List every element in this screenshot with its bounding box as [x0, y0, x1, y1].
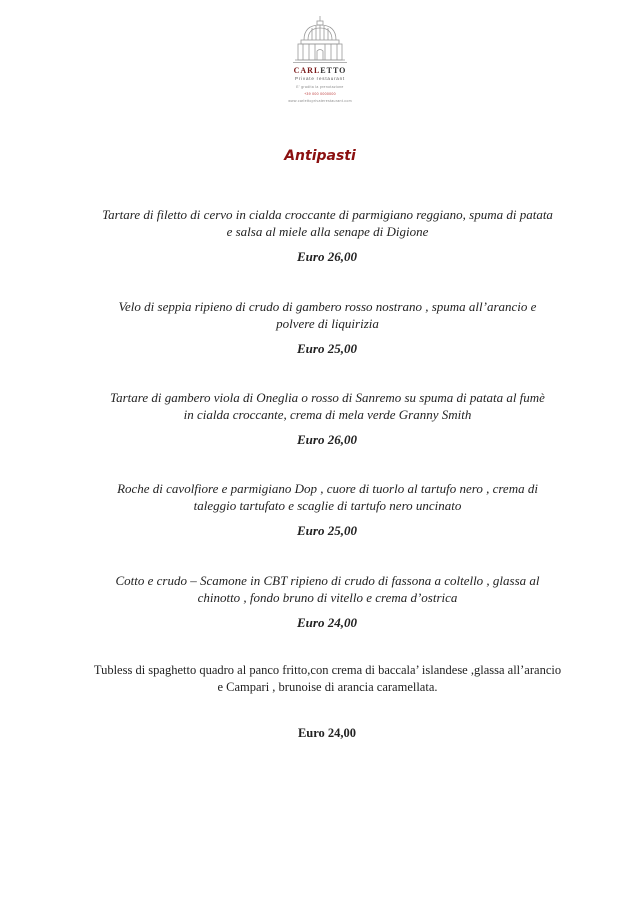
- dish-line: chinotto , fondo bruno di vitello e crema d’ostrica: [197, 589, 458, 605]
- restaurant-logo: [0, 14, 640, 103]
- phone-number: +39 000 0000000: [304, 92, 336, 96]
- section-title: Antipasti: [284, 148, 356, 164]
- dish-line: Roche di cavolfiore e parmigiano Dop , cuore di tuorlo al tartufo nero , crema di: [117, 481, 538, 496]
- website: www.carlettoprivaterestaurant.com: [288, 99, 352, 103]
- brand-name-part2: ETTO: [320, 66, 347, 75]
- dish-line: taleggio tartufato e scaglie di tartufo nero uncinato: [193, 497, 462, 513]
- dish-price: Euro 25,00: [297, 523, 357, 538]
- dish-line: e salsa al miele alla senape di Digione: [226, 223, 429, 239]
- brand-name-part1: CARL: [293, 66, 321, 75]
- dish-description: [80, 299, 575, 332]
- dish-price: Euro 24,00: [297, 726, 357, 740]
- dish-line: Velo di seppia ripieno di crudo di gambero rosso nostrano , spuma all’arancio e: [118, 299, 537, 314]
- domed-building-icon: [290, 14, 350, 64]
- dish-price: Euro 26,00: [297, 249, 357, 264]
- dish-description: [80, 390, 575, 423]
- dish-line: Tartare di filetto di cervo in cialda croccante di parmigiano reggiano, spuma di patata: [102, 207, 553, 222]
- dish-price: Euro 25,00: [297, 341, 357, 356]
- brand-subtitle: Private restaurant: [295, 76, 345, 81]
- dish-line: Cotto e crudo – Scamone in CBT ripieno di crudo di fassona a coltello , glassa al: [115, 573, 540, 588]
- brand-name: [0, 66, 640, 75]
- dish-price: Euro 26,00: [297, 432, 357, 447]
- dish-description: [70, 662, 585, 695]
- reservation-note: E' gradita la prenotazione: [296, 85, 344, 89]
- dish-price: Euro 24,00: [297, 615, 357, 630]
- dish-line: polvere di liquirizia: [276, 315, 379, 331]
- dish-description: [80, 481, 575, 514]
- dish-line: Tartare di gambero viola di Oneglia o rosso di Sanremo su spuma di patata al fumè: [110, 390, 545, 405]
- dish-description: [80, 207, 575, 240]
- dish-line: Tubless di spaghetto quadro al panco fritto,con crema di baccala’ islandese ,glassa all’arancio: [93, 663, 562, 677]
- dish-line: e Campari , brunoise di arancia caramellata.: [217, 679, 438, 694]
- dish-line: in cialda croccante, crema di mela verde Granny Smith: [183, 406, 472, 422]
- dish-description: [80, 573, 575, 606]
